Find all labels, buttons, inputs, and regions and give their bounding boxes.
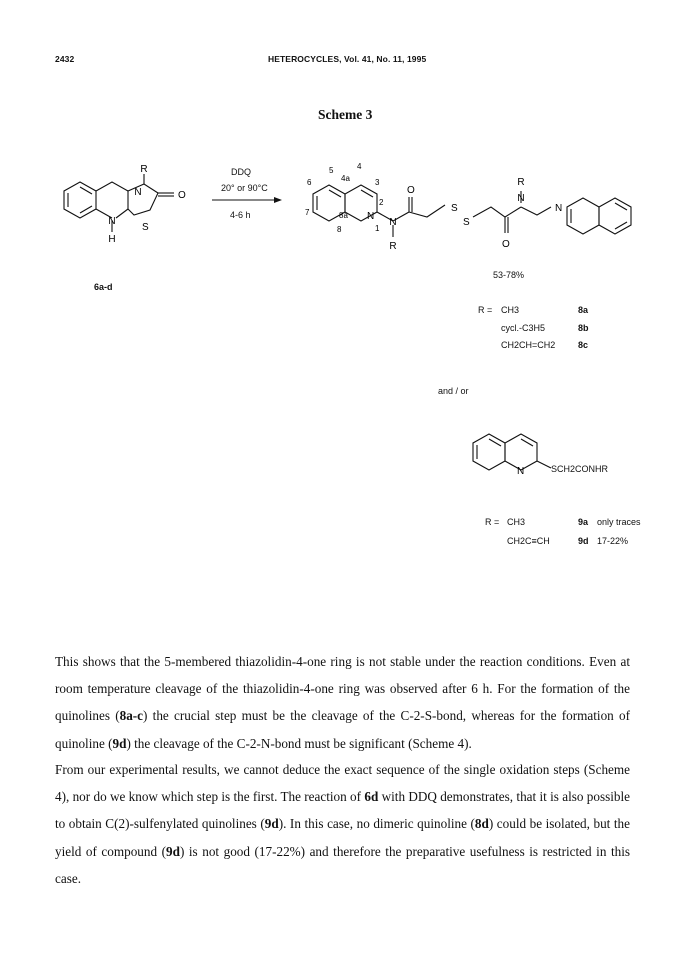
start-compound-label: 6a-d [94, 282, 113, 292]
yield-main: 53-78% [493, 270, 525, 280]
locant-6: 6 [307, 178, 312, 187]
substituent-9a-r: CH3 [507, 517, 526, 527]
dimer-product-structure [305, 155, 635, 255]
body-paragraph-1 [55, 648, 630, 757]
substituent-8c-code: 8c [578, 340, 589, 350]
text-run: This shows that the 5-membered thiazolidin-4-one ring is not stable under the reaction conditions. Even at room temperature cleavage of the thiazolidin-4-one ring was observed after 6 h. For the formation of the quinolines ( [55, 654, 630, 724]
compound-ref: 8a-c [119, 708, 144, 724]
nh-atom: N [108, 216, 116, 227]
compound-ref: 9d [112, 735, 127, 751]
substituent-8b-code: 8b [578, 323, 589, 333]
text-run: ) is not good (17-22%) and therefore the preparative usefulness is restricted in this case. [55, 843, 630, 886]
temperature-label: 20° or 90°C [221, 183, 268, 193]
locant-7: 7 [305, 208, 310, 217]
text-run: ) the cleavage of the C-2-N-bond must be significant (Scheme 4). [126, 735, 472, 751]
compound-ref: 9d [166, 843, 180, 859]
substituent-9a-note: only traces [597, 517, 641, 527]
r-label: R [140, 164, 148, 175]
text-run: From our experimental results, we cannot deduce the exact sequence of the single oxidation steps (Scheme 4), nor do we know which step is the first. The reaction of [55, 762, 630, 805]
locant-4a: 4a [341, 174, 350, 183]
text-run: ) the crucial step must be the cleavage of the C-2-S-bond, whereas for the formation of quinoline ( [55, 708, 630, 751]
r-left: R [389, 241, 397, 252]
locant-5: 5 [329, 166, 334, 175]
text-run: ) could be isolated, but the yield of compound ( [55, 816, 631, 859]
quinoline-9-structure [465, 422, 565, 482]
reaction-arrow [212, 195, 282, 205]
s-right: S [463, 217, 470, 228]
quinoline-9-n: N [517, 466, 525, 477]
ring-n-right: N [555, 203, 563, 214]
compound-ref: 8d [474, 816, 489, 832]
amide-n-right: N [517, 193, 525, 204]
journal-header: HETEROCYCLES, Vol. 41, No. 11, 1995 [268, 54, 427, 64]
scheme-title: Scheme 3 [318, 107, 373, 122]
substituent-8a-code: 8a [578, 305, 589, 315]
body-paragraph-2 [55, 756, 630, 892]
locant-8a: 8a [339, 211, 348, 220]
and-or-label: and / or [438, 386, 469, 396]
locant-3: 3 [375, 178, 380, 187]
page-number: 2432 [55, 54, 75, 64]
r-equals-8: R = [478, 305, 493, 315]
o-atom: O [178, 190, 186, 201]
substituent-9d-code: 9d [578, 536, 589, 546]
r-equals-9: R = [485, 517, 500, 527]
s-atom: S [142, 222, 149, 233]
o-right: O [502, 239, 510, 250]
locant-1: 1 [375, 224, 380, 233]
substituent-8b-r: cycl.-C3H5 [501, 323, 546, 333]
locant-4: 4 [357, 162, 362, 171]
reagent-label: DDQ [231, 167, 251, 177]
substituent-9a-code: 9a [578, 517, 589, 527]
substituent-8c-r: CH2CH=CH2 [501, 340, 556, 350]
s-left: S [451, 203, 458, 214]
time-label: 4-6 h [230, 210, 251, 220]
side-chain-9: SCH2CONHR [551, 464, 609, 474]
r-right: R [517, 177, 525, 188]
compound-ref: 9d [264, 816, 279, 832]
text-run: ). In this case, no dimeric quinoline ( [278, 816, 475, 832]
h-atom: H [108, 234, 116, 245]
substituent-9d-note: 17-22% [597, 536, 629, 546]
o-left: O [407, 185, 415, 196]
ring-n-atom: N [367, 211, 375, 222]
text-run: with DDQ demonstrates, that it is also possible to obtain C(2)-sulfenylated quinolines ( [55, 789, 630, 832]
compound-ref: 6d [364, 789, 379, 805]
locant-8: 8 [337, 225, 342, 234]
n-atom: N [134, 187, 142, 198]
substituent-8a-r: CH3 [501, 305, 520, 315]
amide-n-left: N [389, 217, 397, 228]
locant-2: 2 [379, 198, 384, 207]
start-compound-structure [50, 160, 200, 250]
substituent-9d-r: CH2C≡CH [507, 536, 550, 546]
